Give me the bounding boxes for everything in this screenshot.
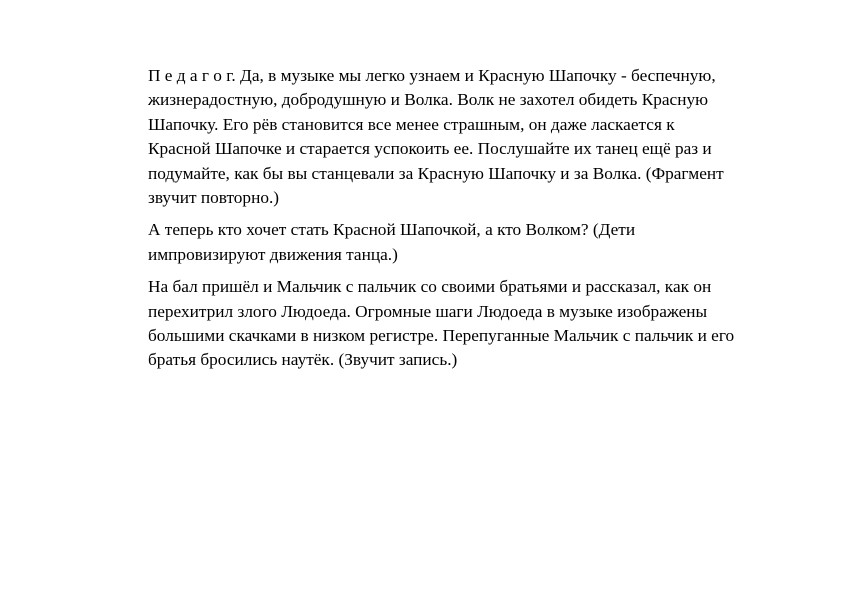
text-line: подумайте, как бы вы станцевали за Красную Шапочку и за Волка. (Фрагмент bbox=[148, 163, 724, 183]
text-line: братья бросились наутёк. (Звучит запись.) bbox=[148, 350, 458, 370]
text-line: А теперь кто хочет стать Красной Шапочкой, а кто Волком? (Дети bbox=[148, 220, 636, 240]
document-text bbox=[148, 64, 768, 381]
text-line: большими скачками в низком регистре. Перепуганные Мальчик с пальчик и его bbox=[148, 326, 735, 346]
text-line: звучит повторно.) bbox=[148, 188, 280, 208]
text-line: жизнерадостную, добродушную и Волка. Волк не захотел обидеть Красную bbox=[148, 90, 708, 110]
text-line: импровизируют движения танца.) bbox=[148, 244, 398, 264]
text-line: перехитрил злого Людоеда. Огромные шаги Людоеда в музыке изображены bbox=[148, 301, 708, 321]
paragraph-question bbox=[148, 218, 768, 267]
paragraph-story bbox=[148, 275, 768, 373]
text-line: На бал пришёл и Мальчик с пальчик со своими братьями и рассказал, как он bbox=[148, 277, 712, 297]
text-line: Красной Шапочке и старается успокоить ее. Послушайте их танец ещё раз и bbox=[148, 139, 712, 159]
paragraph-teacher-intro bbox=[148, 64, 768, 210]
text-line: Шапочку. Его рёв становится все менее страшным, он даже ласкается к bbox=[148, 114, 675, 134]
text-line: П е д а г о г. Да, в музыке мы легко узнаем и Красную Шапочку - беспечную, bbox=[148, 66, 716, 85]
